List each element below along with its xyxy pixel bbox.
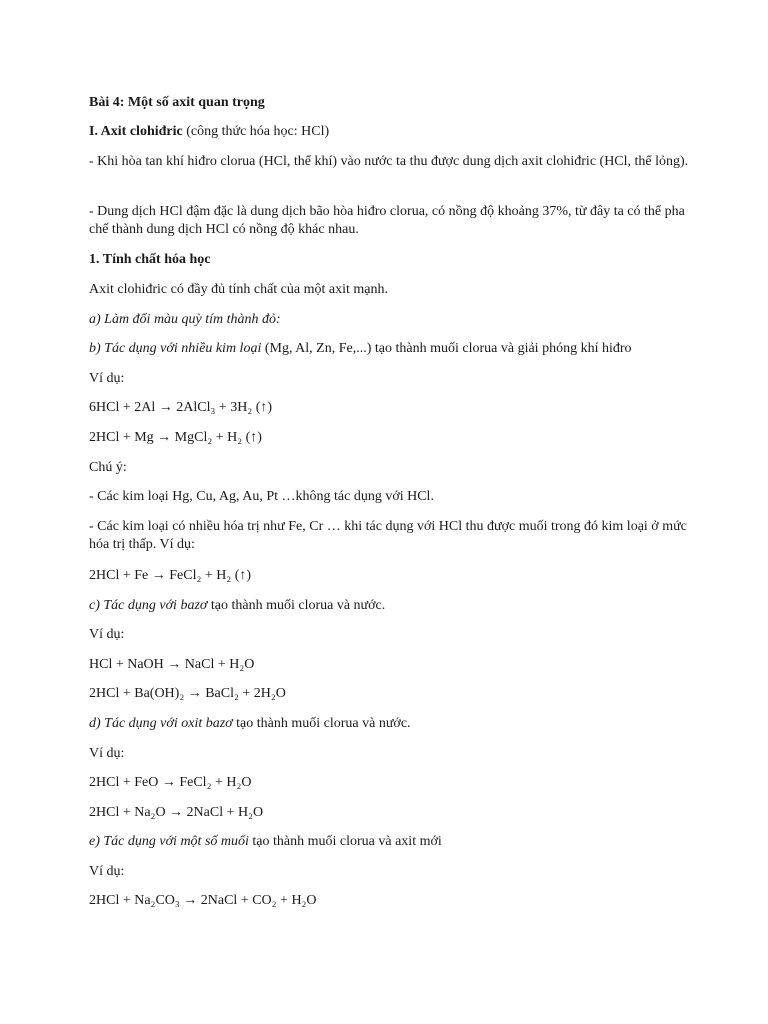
subsection-intro: Axit clohiđric có đầy đủ tính chất của một axit mạnh.	[89, 282, 388, 297]
property-b	[89, 340, 689, 358]
property-c-text: tạo thành muối clorua và nước.	[207, 598, 386, 613]
equation-hcl-na2co3: 2HCl + Na₂CO₃ → 2NaCl + CO₂ + H₂O	[89, 893, 317, 908]
property-b-label: b) Tác dụng với nhiều kim loại	[89, 341, 262, 356]
section-heading-note: (công thức hóa học: HCl)	[182, 124, 330, 139]
example-label: Ví dụ:	[89, 864, 125, 879]
property-b-text: (Mg, Al, Zn, Fe,...) tạo thành muối clorua và giải phóng khí hiđro	[261, 341, 632, 356]
example-label: Ví dụ:	[89, 627, 125, 642]
property-c	[89, 597, 689, 615]
property-e	[89, 833, 689, 851]
note-label: Chú ý:	[89, 460, 127, 475]
equation-hcl-na2o: 2HCl + Na₂O → 2NaCl + H₂O	[89, 805, 264, 820]
subsection-heading: 1. Tính chất hóa học	[89, 252, 211, 267]
property-e-text: tạo thành muối clorua và axit mới	[248, 834, 442, 849]
note-unreactive-metals: - Các kim loại Hg, Cu, Ag, Au, Pt …không tác dụng với HCl.	[89, 489, 434, 504]
equation-hcl-baoh2: 2HCl + Ba(OH)₂ → BaCl₂ + 2H₂O	[89, 686, 286, 701]
property-e-label: e) Tác dụng với một số muối	[89, 834, 249, 849]
example-label: Ví dụ:	[89, 371, 125, 386]
property-c-label: c) Tác dụng với bazơ	[89, 598, 208, 613]
lesson-title: Bài 4: Một số axit quan trọng	[89, 95, 265, 110]
property-a: a) Làm đổi màu quỳ tím thành đỏ:	[89, 312, 281, 327]
paragraph-concentrated: - Dung dịch HCl đậm đặc là dung dịch bão hòa hiđro clorua, có nồng độ khoảng 37%, từ đây ta có thể pha chế thành dung dịch HCl có nồng độ khác nhau.	[89, 204, 685, 237]
section-heading-title: I. Axit clohiđric	[89, 124, 183, 139]
section-heading	[89, 123, 689, 141]
note-multivalent-metals: - Các kim loại có nhiều hóa trị như Fe, Cr … khi tác dụng với HCl thu được muối trong đó kim loại ở mức hóa trị thấp. Ví dụ:	[89, 519, 687, 552]
equation-hcl-fe: 2HCl + Fe → FeCl₂ + H₂ (↑)	[89, 568, 252, 583]
equation-hcl-feo: 2HCl + FeO → FeCl₂ + H₂O	[89, 775, 252, 790]
property-d-label: d) Tác dụng với oxit bazơ	[89, 716, 233, 731]
paragraph-dissolve: - Khi hòa tan khí hiđro clorua (HCl, thể khí) vào nước ta thu được dung dịch axit clohiđric (HCl, thể lỏng).	[89, 154, 689, 169]
equation-hcl-al: 6HCl + 2Al → 2AlCl₃ + 3H₂ (↑)	[89, 400, 273, 415]
equation-hcl-naoh: HCl + NaOH → NaCl + H₂O	[89, 657, 255, 672]
property-d-text: tạo thành muối clorua và nước.	[232, 716, 411, 731]
example-label: Ví dụ:	[89, 746, 125, 761]
equation-hcl-mg: 2HCl + Mg → MgCl₂ + H₂ (↑)	[89, 430, 262, 445]
property-d	[89, 715, 689, 733]
